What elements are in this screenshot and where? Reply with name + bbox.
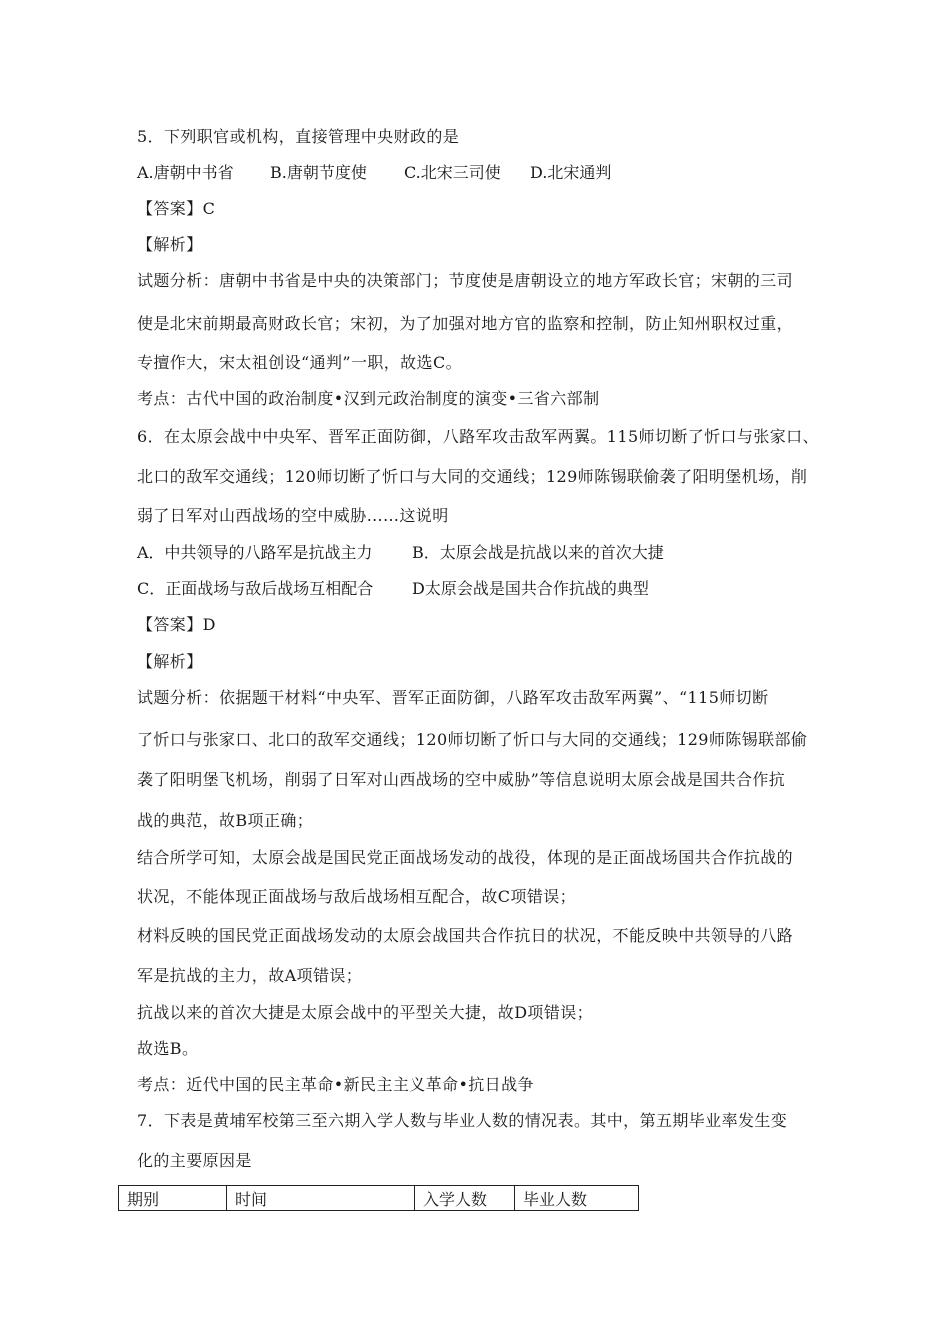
- q5-answer: 【答案】C: [137, 199, 216, 218]
- q6-option-a: A．中共领导的八路军是抗战主力: [137, 543, 373, 562]
- table-header-cell: 时间: [227, 1186, 415, 1211]
- table-header-cell: 入学人数: [415, 1186, 515, 1211]
- q6-analysis-line: 状况，不能体现正面战场与敌后战场相互配合，故C项错误；: [137, 887, 577, 906]
- q6-analysis-label: 【解析】: [137, 652, 203, 671]
- table-header-row: [119, 1186, 639, 1211]
- table-header-cell: 毕业人数: [515, 1186, 639, 1211]
- q6-analysis-line: 袭了阳明堡飞机场，削弱了日军对山西战场的空中威胁”等信息说明太原会战是国共合作抗: [137, 770, 786, 789]
- q6-stem-line: 弱了日军对山西战场的空中威胁……这说明: [137, 506, 449, 525]
- q5-option-d: D.北宋通判: [530, 163, 612, 182]
- q6-answer: 【答案】D: [137, 615, 216, 634]
- q5-analysis-line: 试题分析：唐朝中书省是中央的决策部门；节度使是唐朝设立的地方军政长官；宋朝的三司: [137, 271, 794, 290]
- q6-kaodian: 考点：近代中国的民主革命•新民主主义革命•抗日战争: [137, 1075, 534, 1094]
- q5-analysis-label: 【解析】: [137, 235, 203, 254]
- q6-stem-line: 6．在太原会战中中央军、晋军正面防御，八路军攻击敌军两翼。115师切断了忻口与张家口、: [137, 427, 819, 446]
- q6-analysis-line: 故选B。: [137, 1039, 199, 1058]
- q6-analysis-line: 了忻口与张家口、北口的敌军交通线；120师切断了忻口与大同的交通线；129师陈锡联部偷: [137, 730, 808, 749]
- q5-kaodian: 考点：古代中国的政治制度•汉到元政治制度的演变•三省六部制: [137, 389, 600, 408]
- q6-option-d: D太原会战是国共合作抗战的典型: [412, 579, 649, 598]
- q7-table: [118, 1185, 639, 1211]
- q6-analysis-line: 战的典范，故B项正确；: [137, 811, 314, 830]
- q6-stem-line: 北口的敌军交通线；120师切断了忻口与大同的交通线；129师陈锡联偷袭了阳明堡机场，削: [137, 467, 808, 486]
- q6-option-b: B．太原会战是抗战以来的首次大捷: [412, 543, 664, 562]
- q6-analysis-line: 试题分析：依据题干材料“中央军、晋军正面防御，八路军攻击敌军两翼”、“115师切断: [137, 688, 769, 707]
- q5-option-c: C.北宋三司使: [404, 163, 501, 182]
- q7-stem-line: 7．下表是黄埔军校第三至六期入学人数与毕业人数的情况表。其中，第五期毕业率发生变: [137, 1111, 788, 1130]
- q6-analysis-line: 结合所学可知，太原会战是国民党正面战场发动的战役，体现的是正面战场国共合作抗战的: [137, 848, 794, 867]
- q5-analysis-line: 专擅作大，宋太祖创设“通判”一职，故选C。: [137, 353, 463, 372]
- q5-option-b: B.唐朝节度使: [270, 163, 367, 182]
- q6-analysis-line: 材料反映的国民党正面战场发动的太原会战国共合作抗日的状况，不能反映中共领导的八路: [137, 926, 794, 945]
- q6-analysis-line: 抗战以来的首次大捷是太原会战中的平型关大捷，故D项错误；: [137, 1003, 594, 1022]
- q5-stem: 5．下列职官或机构，直接管理中央财政的是: [137, 127, 460, 146]
- q6-analysis-line: 军是抗战的主力，故A项错误；: [137, 966, 363, 985]
- q7-stem-line: 化的主要原因是: [137, 1151, 252, 1170]
- q5-option-a: A.唐朝中书省: [137, 163, 234, 182]
- table-header-cell: 期别: [119, 1186, 227, 1211]
- q5-analysis-line: 使是北宋前期最高财政长官；宋初，为了加强对地方官的监察和控制，防止知州职权过重，: [137, 314, 794, 333]
- q6-option-c: C．正面战场与敌后战场互相配合: [137, 579, 374, 598]
